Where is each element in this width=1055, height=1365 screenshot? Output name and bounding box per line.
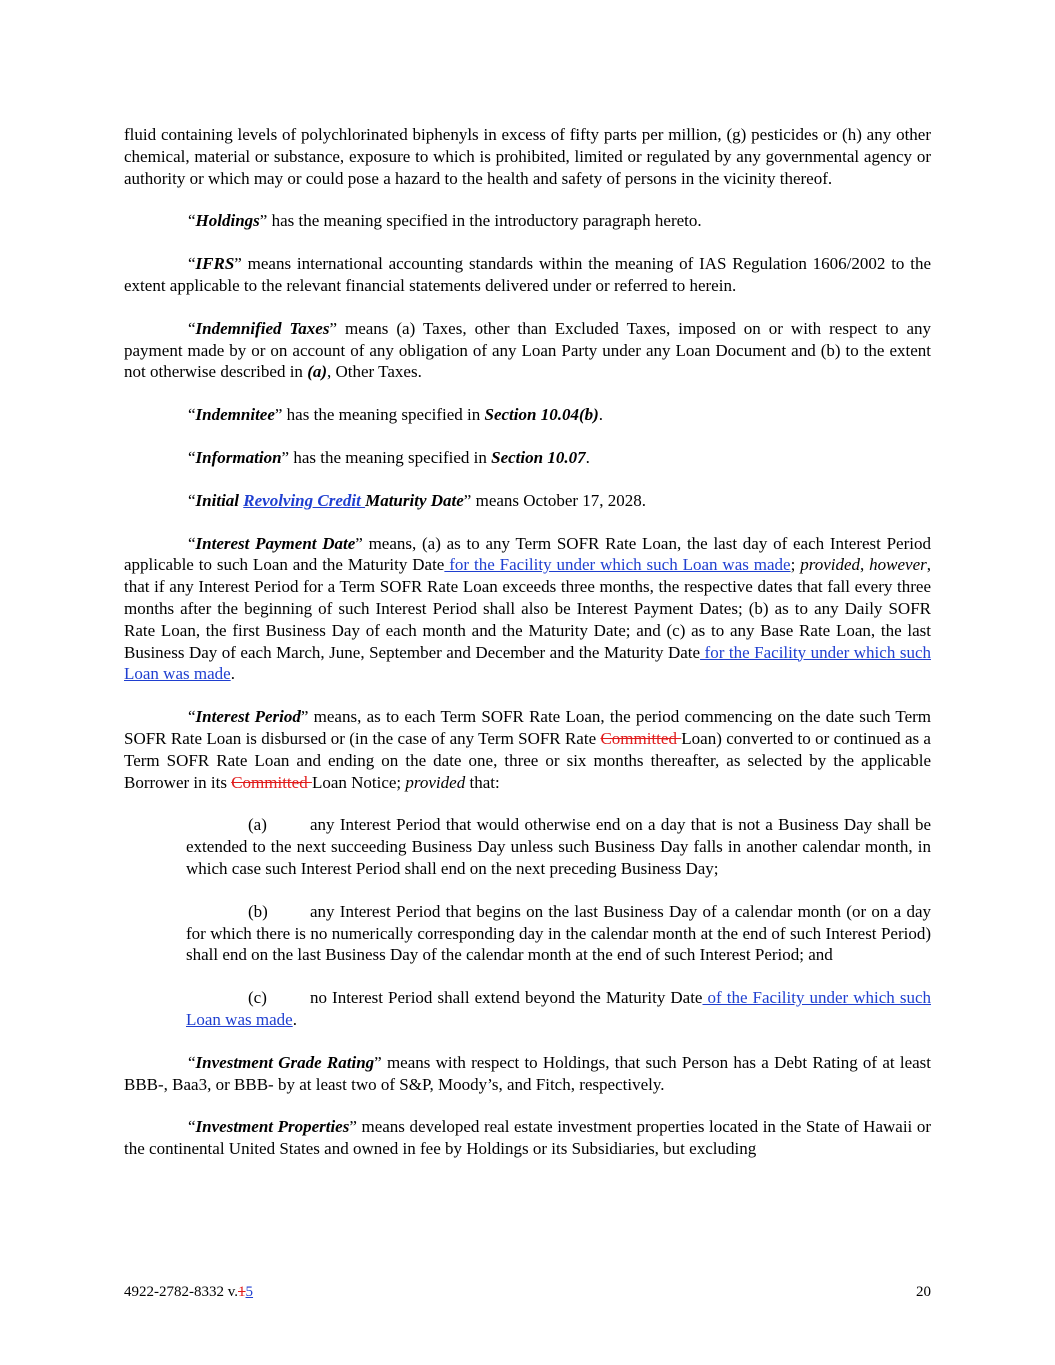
definition-information: “Information” has the meaning specified in Section 10.07.	[188, 447, 590, 467]
page-number: 20	[916, 1284, 931, 1300]
definition-investment-grade-rating: “Investment Grade Rating” means with respect to Holdings, that such Person has a Debt Rating of at least BBB-, Baa3, or BBB- by at least two of S&P, Moody’s, and Fitch, respectively.	[124, 1052, 931, 1094]
inserted-text: of the Facility under which such Loan was made	[186, 988, 931, 1029]
clause-reference: (a)	[307, 362, 328, 382]
deleted-text: Committed	[231, 772, 312, 792]
document-id: 4922-2782-8332 v.15	[124, 1284, 254, 1300]
subclause-a: (a) any Interest Period that would otherwise end on a day that is not a Business Day shall be extended to the next succeeding Business Day unless such Business Day falls in another calendar month, in which case such Interest Period shall end on the next preceding Business Day;	[186, 815, 931, 878]
defined-term: Interest Payment Date	[195, 533, 356, 553]
defined-term: Investment Grade Rating	[195, 1052, 375, 1072]
inserted-text: for the Facility under which such Loan was made	[444, 555, 791, 575]
defined-term: Indemnified Taxes	[195, 318, 330, 338]
section-reference: Section 10.04(b)	[484, 405, 599, 425]
definition-interest-payment-date: “Interest Payment Date” means, (a) as to any Term SOFR Rate Loan, the last day of each Interest Period applicable to such Loan and the Maturity Date for the Facility under which such Loan was made; provided, however, that if any Interest Period for a Term SOFR Rate Loan exceeds three months, the respective dates that fall every three months after the beginning of such Interest Period shall also be Interest Payment Dates; (b) as to any Daily SOFR Rate Loan, the first Business Day of each month and the Maturity Date; and (c) as to any Base Rate Loan, the last Business Day of each March, June, September and December and the Maturity Date for the Facility under which such Loan was made.	[124, 533, 932, 684]
defined-term: Holdings	[195, 211, 260, 231]
definition-indemnitee: “Indemnitee” has the meaning specified in Section 10.04(b).	[188, 405, 604, 425]
inserted-version: 5	[245, 1284, 254, 1300]
deleted-text: Committed	[600, 728, 682, 748]
inserted-text: Revolving Credit	[243, 490, 366, 510]
definition-indemnified-taxes: “Indemnified Taxes” means (a) Taxes, other than Excluded Taxes, imposed on or with respect to any payment made by or on account of any obligation of any Loan Party under any Loan Document and (b) to the extent not otherwise described in (a), Other Taxes.	[124, 318, 931, 382]
subclause-c: (c) no Interest Period shall extend beyond the Maturity Date of the Facility under which such Loan was made.	[186, 988, 931, 1029]
defined-term: Information	[195, 447, 282, 467]
inserted-text: for the Facility under which such Loan was made	[124, 642, 931, 684]
deleted-version: 1	[238, 1284, 246, 1300]
definition-holdings: “Holdings” has the meaning specified in the introductory paragraph hereto.	[188, 211, 702, 231]
hazardous-materials-continuation: fluid containing levels of polychlorinated biphenyls in excess of fifty parts per million, (g) pesticides or (h) any other chemical, material or substance, exposure to which is prohibited, limited or regulated by any governmental agency or authority or which may or could pose a hazard to the health and safety of persons in the vicinity thereof.	[124, 125, 931, 188]
defined-term: Interest Period	[195, 707, 301, 727]
definition-interest-period: “Interest Period” means, as to each Term SOFR Rate Loan, the period commencing on the date such Term SOFR Rate Loan is disbursed or (in the case of any Term SOFR Rate Committed Loan) converted to or continued as a Term SOFR Rate Loan and ending on the date one, three or six months thereafter, as selected by the applicable Borrower in its Committed Loan Notice; provided that:	[124, 707, 931, 792]
document-body	[124, 124, 931, 1181]
definition-ifrs: “IFRS” means international accounting standards within the meaning of IAS Regulation 1606/2002 to the extent applicable to the relevant financial statements delivered under or referred to herein.	[124, 254, 931, 295]
defined-term: Investment Properties	[195, 1117, 350, 1137]
section-reference: Section 10.07	[491, 447, 586, 467]
defined-term: Indemnitee	[195, 405, 275, 425]
subclause-b: (b) any Interest Period that begins on the last Business Day of a calendar month (or on a day for which there is no numerically corresponding day in the calendar month at the end of such Interest Period) shall end on the last Business Day of the calendar month at the end of such Interest Period; and	[186, 901, 931, 965]
defined-term: IFRS	[195, 254, 235, 274]
definition-investment-properties: “Investment Properties” means developed real estate investment properties located in the State of Hawaii or the continental United States and owned in fee by Holdings or its Subsidiaries, but excluding	[124, 1117, 932, 1159]
definition-initial-maturity-date: “Initial Revolving Credit Maturity Date” means October 17, 2028.	[188, 490, 647, 510]
